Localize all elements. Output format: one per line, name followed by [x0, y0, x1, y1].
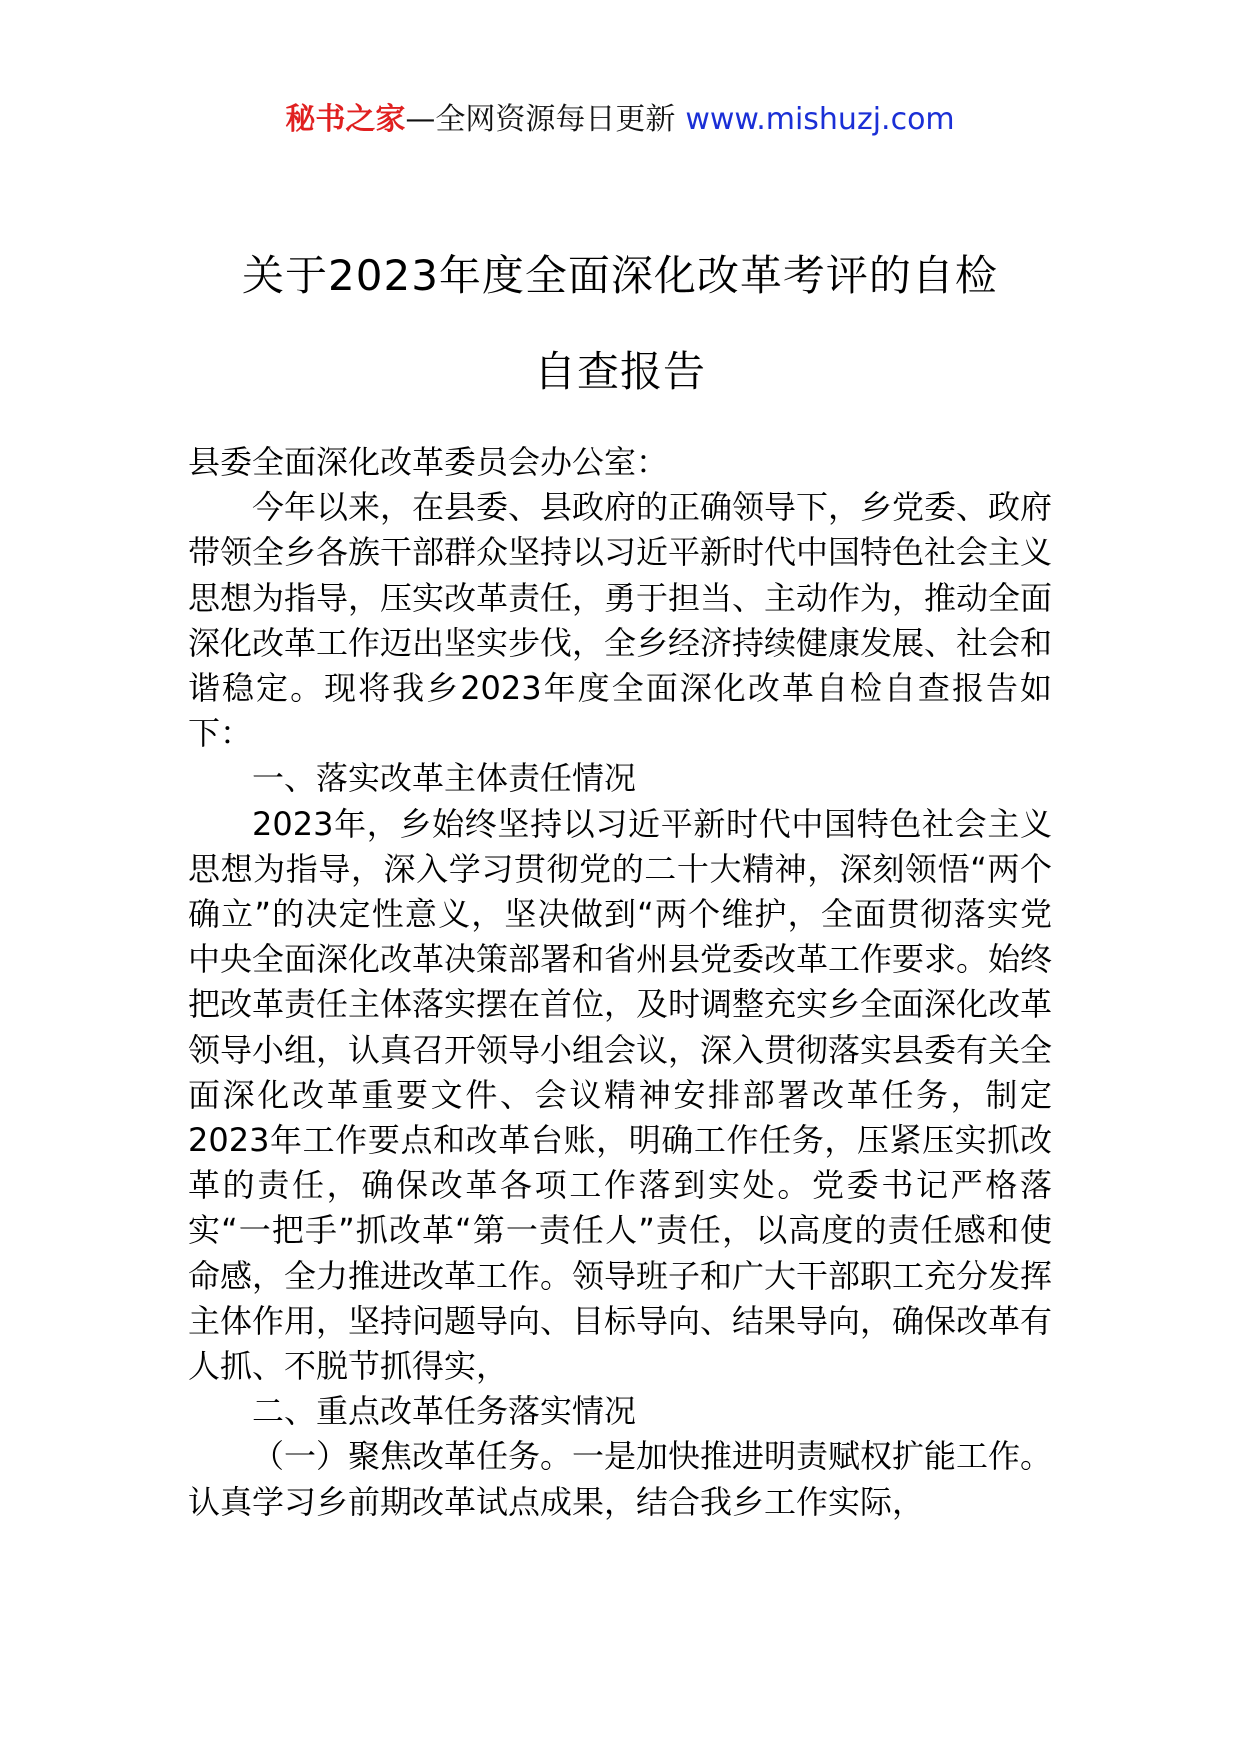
section-heading-1: 一、落实改革主体责任情况 — [252, 759, 637, 798]
site-brand-name: 秘书之家 — [285, 102, 406, 137]
section-heading-2: 二、重点改革任务落实情况 — [252, 1392, 637, 1431]
paragraph-section-1: 2023年，乡始终坚持以习近平新时代中国特色社会主义思想为指导，深入学习贯彻党的二十大精神，深刻领悟“两个确立”的决定性意义，坚决做到“两个维护，全面贯彻落实党中央全面深化改革决策部署和省州县党委改革工作要求。始终把改革责任主体落实摆在首位，及时调整充实乡全面深化改革领导小组，认真召开领导小组会议，深入贯彻落实县委有关全面深化改革重要文件、会议精神安排部署改革任务，制定2023年工作要点和改革台账，明确工作任务，压紧压实抓改革的责任，确保改革各项工作落到实处。党委书记严格落实“一把手”抓改革“第一责任人”责任，以高度的责任感和使命感，全力推进改革工作。领导班子和广大干部职工充分发挥主体作用，坚持问题导向、目标导向、结果导向，确保改革有人抓、不脱节抓得实， — [188, 804, 1053, 1386]
document-title-line-1: 关于2023年度全面深化改革考评的自检 — [242, 251, 998, 300]
site-url-link[interactable]: www.mishuzj.com — [685, 102, 955, 137]
paragraph-introduction: 今年以来，在县委、县政府的正确领导下，乡党委、政府带领全乡各族干部群众坚持以习近平新时代中国特色社会主义思想为指导，压实改革责任，勇于担当、主动作为，推动全面深化改革工作迈出坚实步伐，全乡经济持续健康发展、社会和谐稳定。现将我乡2023年度全面深化改革自检自查报告如下： — [188, 488, 1053, 753]
document-body — [188, 440, 1052, 1525]
site-slogan: —全网资源每日更新 — [405, 102, 676, 137]
document-title — [150, 228, 1090, 420]
document-title-line-2: 自查报告 — [533, 347, 706, 396]
paragraph-section-2-item-1: （一）聚焦改革任务。一是加快推进明责赋权扩能工作。认真学习乡前期改革试点成果，结合我乡工作实际， — [188, 1437, 1053, 1521]
document-salutation: 县委全面深化改革委员会办公室： — [188, 443, 669, 481]
site-header-banner — [0, 100, 1240, 140]
